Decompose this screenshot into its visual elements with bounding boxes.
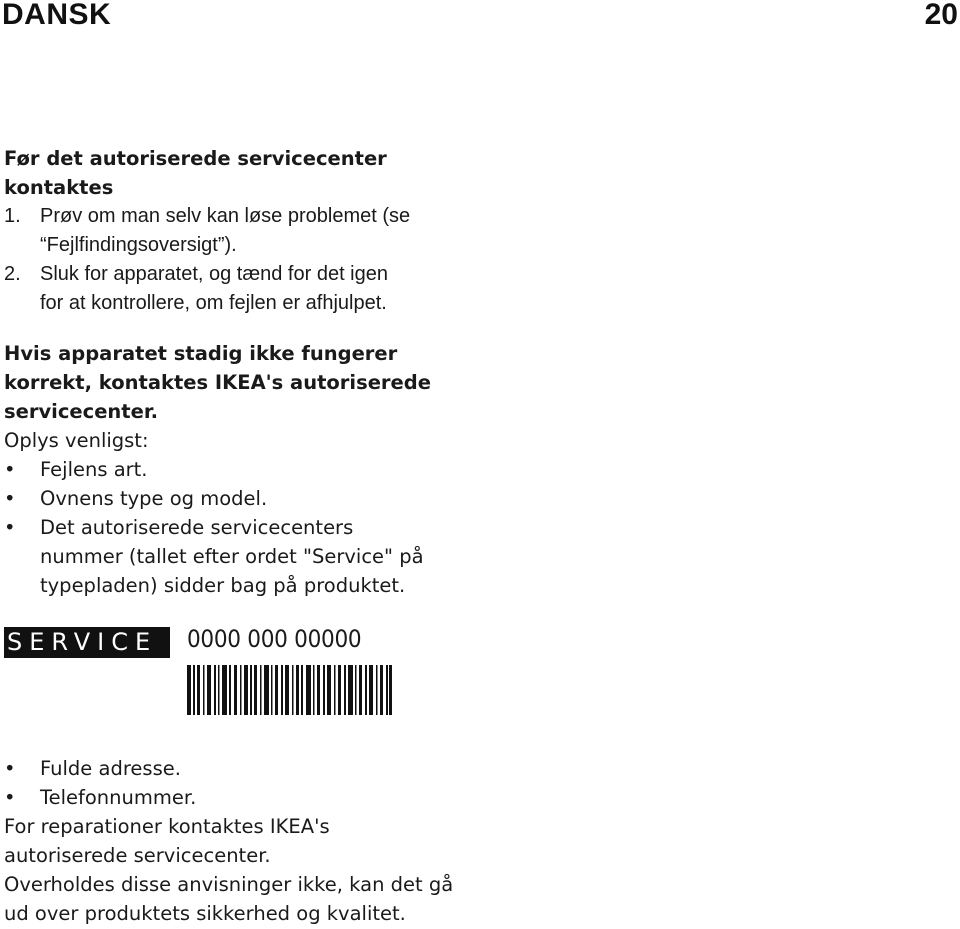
list-item: • Telefonnummer. [4, 783, 524, 812]
page-header [0, 0, 960, 36]
language-label: DANSK [2, 0, 112, 31]
page-number: 20 [924, 0, 958, 31]
repair-paragraph: For reparationer kontaktes IKEA's autoriserede servicecenter. [4, 815, 330, 867]
service-label-illustration [4, 627, 404, 727]
step-item: 1. Prøv om man selv kan løse problemet (se “Fejlfindingsoversigt”). [4, 205, 411, 256]
main-content [4, 144, 524, 600]
step-item: 2. Sluk for apparatet, og tænd for det igen for at kontrollere, om fejlen er afhjulpet. [4, 263, 388, 314]
list-item: • Fejlens art. [4, 455, 524, 484]
bullet-icon: • [4, 757, 16, 780]
bullet-icon: • [4, 516, 16, 539]
section-heading-still-not-working: Hvis apparatet stadig ikke fungerer korrekt, kontaktes IKEA's autoriserede servicecenter. [4, 342, 431, 423]
info-bullet-list [4, 455, 524, 600]
steps-list [4, 202, 524, 318]
bullet-icon: • [4, 458, 16, 481]
service-number: 0000 000 00000 [187, 625, 362, 653]
bullet-icon: • [4, 786, 16, 809]
closing-content [4, 754, 524, 928]
service-word-box: SERVICE [4, 627, 170, 658]
bullet-icon: • [4, 487, 16, 510]
warning-paragraph: Overholdes disse anvisninger ikke, kan det gå ud over produktets sikkerhed og kvalitet. [4, 873, 454, 925]
section-heading-before-contact: Før det autoriserede servicecenter kontaktes [4, 147, 387, 199]
provide-info-intro: Oplys venligst: [4, 429, 149, 452]
list-item: • Det autoriserede servicecenters nummer (tallet efter ordet "Service" på typepladen) sidder bag på produktet. [4, 513, 524, 600]
list-item: • Ovnens type og model. [4, 484, 524, 513]
contact-bullet-list [4, 754, 524, 812]
list-item: • Fulde adresse. [4, 754, 524, 783]
barcode-icon [187, 665, 392, 715]
